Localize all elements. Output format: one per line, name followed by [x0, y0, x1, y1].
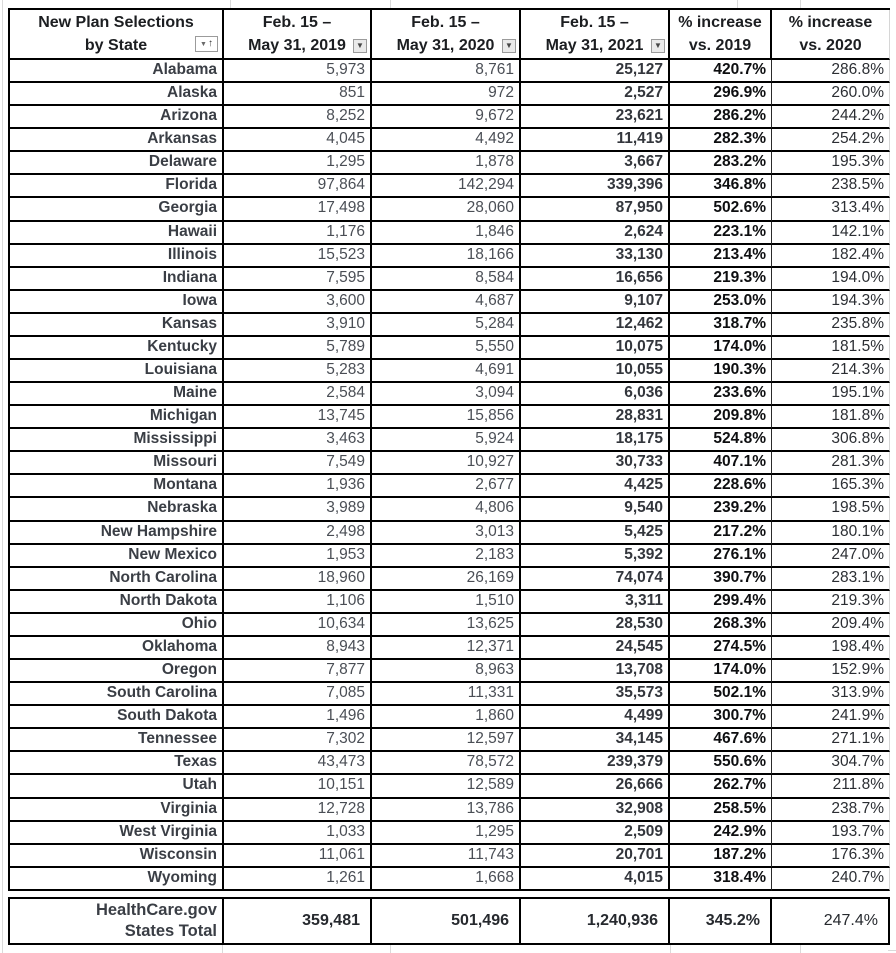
pct-vs-2020-cell: 198.4% — [772, 637, 890, 660]
total-label-cell — [10, 899, 224, 943]
value-2021-cell: 74,074 — [521, 568, 670, 591]
header-2019-line1: Feb. 15 – — [262, 14, 332, 31]
header-pct2019-line1: % increase — [678, 14, 762, 31]
pct-vs-2020-cell: 195.3% — [772, 152, 890, 175]
state-cell: Florida — [10, 175, 224, 198]
value-2021-cell: 32,908 — [521, 799, 670, 822]
value-2021-cell: 2,527 — [521, 83, 670, 106]
pct-vs-2019-cell: 502.1% — [670, 683, 772, 706]
gridline-stub — [737, 0, 738, 8]
value-2021-cell: 30,733 — [521, 452, 670, 475]
value-2021-cell: 18,175 — [521, 429, 670, 452]
value-2019-cell: 17,498 — [224, 198, 372, 221]
value-2019-cell: 43,473 — [224, 752, 372, 775]
header-state-line2: by State — [84, 37, 148, 54]
value-2019-cell: 4,045 — [224, 129, 372, 152]
value-2021-cell: 9,107 — [521, 291, 670, 314]
value-2021-cell: 24,545 — [521, 637, 670, 660]
state-cell: West Virginia — [10, 822, 224, 845]
value-2020-cell: 18,166 — [372, 245, 521, 268]
value-2019-cell: 7,549 — [224, 452, 372, 475]
value-2019-cell: 7,302 — [224, 729, 372, 752]
pct-vs-2020-cell: 198.5% — [772, 498, 890, 521]
header-pct2020-line1: % increase — [788, 14, 873, 31]
value-2019-cell: 3,989 — [224, 498, 372, 521]
state-cell: Nebraska — [10, 498, 224, 521]
value-2019-cell: 10,151 — [224, 775, 372, 798]
pct-vs-2019-cell: 467.6% — [670, 729, 772, 752]
value-2020-cell: 142,294 — [372, 175, 521, 198]
pct-vs-2019-cell: 502.6% — [670, 198, 772, 221]
value-2020-cell: 1,510 — [372, 591, 521, 614]
state-cell: New Hampshire — [10, 522, 224, 545]
filter-2019-button[interactable] — [353, 39, 367, 53]
value-2021-cell: 13,708 — [521, 660, 670, 683]
value-2020-cell: 8,584 — [372, 268, 521, 291]
pct-vs-2019-cell: 296.9% — [670, 83, 772, 106]
value-2021-cell: 9,540 — [521, 498, 670, 521]
value-2020-cell: 1,295 — [372, 822, 521, 845]
header-pct-increase-2020 — [772, 10, 890, 60]
pct-vs-2019-cell: 233.6% — [670, 383, 772, 406]
header-state-line1: New Plan Selections — [38, 14, 194, 31]
pct-vs-2019-cell: 258.5% — [670, 799, 772, 822]
pct-vs-2019-cell: 174.0% — [670, 660, 772, 683]
pct-vs-2019-cell: 268.3% — [670, 614, 772, 637]
gridline-stub — [230, 0, 231, 8]
pct-vs-2019-cell: 213.4% — [670, 245, 772, 268]
state-cell: Kansas — [10, 314, 224, 337]
pct-vs-2020-cell: 247.0% — [772, 545, 890, 568]
value-2020-cell: 11,743 — [372, 845, 521, 868]
gridline-stub — [800, 0, 801, 8]
value-2021-cell: 339,396 — [521, 175, 670, 198]
state-cell: Texas — [10, 752, 224, 775]
sort-ascending-icon: ↑ — [207, 38, 213, 49]
pct-vs-2020-cell: 306.8% — [772, 429, 890, 452]
pct-vs-2020-cell: 182.4% — [772, 245, 890, 268]
state-cell: Kentucky — [10, 337, 224, 360]
value-2021-cell: 2,624 — [521, 222, 670, 245]
state-cell: Georgia — [10, 198, 224, 221]
pct-vs-2019-cell: 282.3% — [670, 129, 772, 152]
pct-vs-2020-cell: 180.1% — [772, 522, 890, 545]
header-pct2020-line2: vs. 2020 — [799, 37, 862, 54]
value-2019-cell: 1,496 — [224, 706, 372, 729]
value-2019-cell: 5,283 — [224, 360, 372, 383]
total-2021-cell: 1,240,936 — [521, 899, 670, 943]
filter-dropdown-icon: ▼ — [654, 41, 662, 50]
pct-vs-2019-cell: 300.7% — [670, 706, 772, 729]
filter-dropdown-icon: ▼ — [505, 41, 513, 50]
value-2020-cell: 3,013 — [372, 522, 521, 545]
pct-vs-2020-cell: 193.7% — [772, 822, 890, 845]
value-2021-cell: 3,667 — [521, 152, 670, 175]
value-2021-cell: 35,573 — [521, 683, 670, 706]
value-2019-cell: 7,877 — [224, 660, 372, 683]
state-cell: Montana — [10, 475, 224, 498]
value-2019-cell: 3,600 — [224, 291, 372, 314]
pct-vs-2020-cell: 260.0% — [772, 83, 890, 106]
value-2020-cell: 972 — [372, 83, 521, 106]
pct-vs-2019-cell: 190.3% — [670, 360, 772, 383]
total-pct2019-cell: 345.2% — [670, 899, 772, 943]
state-cell: Ohio — [10, 614, 224, 637]
pct-vs-2020-cell: 313.4% — [772, 198, 890, 221]
pct-vs-2020-cell: 244.2% — [772, 106, 890, 129]
value-2021-cell: 2,509 — [521, 822, 670, 845]
value-2021-cell: 5,425 — [521, 522, 670, 545]
value-2019-cell: 7,595 — [224, 268, 372, 291]
gridline-stub — [670, 945, 671, 953]
value-2020-cell: 13,786 — [372, 799, 521, 822]
state-cell: North Dakota — [10, 591, 224, 614]
value-2020-cell: 28,060 — [372, 198, 521, 221]
total-2019-cell: 359,481 — [224, 899, 372, 943]
value-2021-cell: 87,950 — [521, 198, 670, 221]
state-cell: South Dakota — [10, 706, 224, 729]
value-2021-cell: 3,311 — [521, 591, 670, 614]
gridline-stub — [2, 0, 3, 953]
pct-vs-2020-cell: 211.8% — [772, 775, 890, 798]
pct-vs-2019-cell: 407.1% — [670, 452, 772, 475]
value-2019-cell: 1,261 — [224, 868, 372, 891]
state-cell: Wyoming — [10, 868, 224, 891]
value-2019-cell: 1,033 — [224, 822, 372, 845]
value-2021-cell: 4,425 — [521, 475, 670, 498]
total-pct2020-cell: 247.4% — [823, 912, 878, 929]
value-2021-cell: 20,701 — [521, 845, 670, 868]
pct-vs-2019-cell: 228.6% — [670, 475, 772, 498]
state-cell: Illinois — [10, 245, 224, 268]
filter-dropdown-icon: ▼ — [356, 41, 364, 50]
header-2021-line2: May 31, 2021 — [545, 37, 644, 54]
state-cell: Michigan — [10, 406, 224, 429]
pct-vs-2020-cell: 181.5% — [772, 337, 890, 360]
pct-vs-2019-cell: 550.6% — [670, 752, 772, 775]
value-2019-cell: 5,973 — [224, 60, 372, 83]
value-2021-cell: 239,379 — [521, 752, 670, 775]
pct-vs-2020-cell: 219.3% — [772, 591, 890, 614]
state-cell: South Carolina — [10, 683, 224, 706]
value-2021-cell: 25,127 — [521, 60, 670, 83]
state-cell: Alaska — [10, 83, 224, 106]
value-2019-cell: 8,252 — [224, 106, 372, 129]
value-2020-cell: 4,687 — [372, 291, 521, 314]
value-2021-cell: 23,621 — [521, 106, 670, 129]
total-label-line1: HealthCare.gov — [95, 901, 217, 919]
gridline-stub — [222, 945, 223, 953]
pct-vs-2020-cell: 238.7% — [772, 799, 890, 822]
value-2019-cell: 5,789 — [224, 337, 372, 360]
value-2021-cell: 12,462 — [521, 314, 670, 337]
pct-vs-2020-cell: 195.1% — [772, 383, 890, 406]
value-2019-cell: 1,953 — [224, 545, 372, 568]
value-2019-cell: 851 — [224, 83, 372, 106]
value-2021-cell: 10,055 — [521, 360, 670, 383]
pct-vs-2020-cell: 194.0% — [772, 268, 890, 291]
value-2020-cell: 8,963 — [372, 660, 521, 683]
gridline-stub — [390, 945, 391, 953]
state-cell: Missouri — [10, 452, 224, 475]
value-2021-cell: 4,015 — [521, 868, 670, 891]
header-period-2020 — [372, 10, 521, 60]
value-2020-cell: 78,572 — [372, 752, 521, 775]
pct-vs-2020-cell: 214.3% — [772, 360, 890, 383]
pct-vs-2019-cell: 174.0% — [670, 337, 772, 360]
header-2021-line1: Feb. 15 – — [560, 14, 629, 31]
value-2020-cell: 5,924 — [372, 429, 521, 452]
pct-vs-2020-cell: 209.4% — [772, 614, 890, 637]
value-2019-cell: 1,295 — [224, 152, 372, 175]
state-cell: Hawaii — [10, 222, 224, 245]
value-2020-cell: 9,672 — [372, 106, 521, 129]
pct-vs-2020-cell: 286.8% — [772, 60, 890, 83]
gridline-stub — [800, 945, 801, 953]
header-2019-line2: May 31, 2019 — [248, 37, 346, 54]
total-2020-cell: 501,496 — [372, 899, 521, 943]
value-2020-cell: 12,597 — [372, 729, 521, 752]
value-2020-cell: 11,331 — [372, 683, 521, 706]
pct-vs-2019-cell: 223.1% — [670, 222, 772, 245]
total-label-line2: States Total — [124, 922, 217, 940]
state-cell: Maine — [10, 383, 224, 406]
value-2021-cell: 6,036 — [521, 383, 670, 406]
state-cell: New Mexico — [10, 545, 224, 568]
pct-vs-2020-cell: 238.5% — [772, 175, 890, 198]
pct-vs-2020-cell: 142.1% — [772, 222, 890, 245]
state-cell: Delaware — [10, 152, 224, 175]
header-period-2019 — [224, 10, 372, 60]
value-2020-cell: 4,806 — [372, 498, 521, 521]
value-2020-cell: 12,589 — [372, 775, 521, 798]
pct-vs-2019-cell: 524.8% — [670, 429, 772, 452]
filter-dropdown-icon: ▼ — [200, 40, 207, 48]
state-cell: Indiana — [10, 268, 224, 291]
value-2019-cell: 3,910 — [224, 314, 372, 337]
pct-vs-2019-cell: 420.7% — [670, 60, 772, 83]
header-2020-line2: May 31, 2020 — [396, 37, 495, 54]
pct-vs-2019-cell: 239.2% — [670, 498, 772, 521]
value-2021-cell: 33,130 — [521, 245, 670, 268]
header-pct-increase-2019 — [670, 10, 772, 60]
value-2019-cell: 10,634 — [224, 614, 372, 637]
pct-vs-2019-cell: 274.5% — [670, 637, 772, 660]
pct-vs-2019-cell: 283.2% — [670, 152, 772, 175]
value-2020-cell: 5,550 — [372, 337, 521, 360]
value-2019-cell: 1,936 — [224, 475, 372, 498]
pct-vs-2019-cell: 318.7% — [670, 314, 772, 337]
value-2019-cell: 97,864 — [224, 175, 372, 198]
pct-vs-2020-cell: 271.1% — [772, 729, 890, 752]
value-2021-cell: 4,499 — [521, 706, 670, 729]
pct-vs-2020-cell: 165.3% — [772, 475, 890, 498]
pct-vs-2019-cell: 253.0% — [670, 291, 772, 314]
state-cell: North Carolina — [10, 568, 224, 591]
new-plan-selections-table — [8, 8, 890, 891]
pct-vs-2020-cell: 181.8% — [772, 406, 890, 429]
value-2020-cell: 1,860 — [372, 706, 521, 729]
value-2019-cell: 18,960 — [224, 568, 372, 591]
pct-vs-2019-cell: 217.2% — [670, 522, 772, 545]
value-2020-cell: 4,691 — [372, 360, 521, 383]
value-2021-cell: 11,419 — [521, 129, 670, 152]
value-2021-cell: 34,145 — [521, 729, 670, 752]
pct-vs-2020-cell: 281.3% — [772, 452, 890, 475]
pct-vs-2019-cell: 187.2% — [670, 845, 772, 868]
header-state-column — [10, 10, 224, 60]
header-pct2019-line2: vs. 2019 — [688, 37, 752, 54]
state-cell: Iowa — [10, 291, 224, 314]
state-cell: Louisiana — [10, 360, 224, 383]
gridline-stub — [390, 0, 391, 8]
state-cell: Tennessee — [10, 729, 224, 752]
filter-2020-button[interactable] — [502, 39, 516, 53]
pct-vs-2020-cell: 194.3% — [772, 291, 890, 314]
header-2020-line1: Feb. 15 – — [411, 14, 480, 31]
value-2019-cell: 15,523 — [224, 245, 372, 268]
header-period-2021 — [521, 10, 670, 60]
pct-vs-2020-cell: 235.8% — [772, 314, 890, 337]
value-2019-cell: 3,463 — [224, 429, 372, 452]
state-cell: Alabama — [10, 60, 224, 83]
state-cell: Oregon — [10, 660, 224, 683]
states-total-row — [8, 897, 890, 945]
value-2019-cell: 2,584 — [224, 383, 372, 406]
value-2020-cell: 15,856 — [372, 406, 521, 429]
pct-vs-2020-cell: 176.3% — [772, 845, 890, 868]
value-2020-cell: 2,183 — [372, 545, 521, 568]
value-2021-cell: 26,666 — [521, 775, 670, 798]
value-2019-cell: 13,745 — [224, 406, 372, 429]
value-2021-cell: 28,831 — [521, 406, 670, 429]
pct-vs-2019-cell: 390.7% — [670, 568, 772, 591]
state-cell: Virginia — [10, 799, 224, 822]
value-2020-cell: 8,761 — [372, 60, 521, 83]
value-2020-cell: 1,878 — [372, 152, 521, 175]
state-cell: Oklahoma — [10, 637, 224, 660]
state-cell: Utah — [10, 775, 224, 798]
value-2020-cell: 5,284 — [372, 314, 521, 337]
pct-vs-2020-cell: 241.9% — [772, 706, 890, 729]
value-2021-cell: 5,392 — [521, 545, 670, 568]
pct-vs-2020-cell: 283.1% — [772, 568, 890, 591]
value-2019-cell: 1,106 — [224, 591, 372, 614]
value-2020-cell: 1,668 — [372, 868, 521, 891]
state-cell: Mississippi — [10, 429, 224, 452]
state-cell: Arizona — [10, 106, 224, 129]
value-2020-cell: 10,927 — [372, 452, 521, 475]
value-2019-cell: 8,943 — [224, 637, 372, 660]
filter-2021-button[interactable] — [651, 39, 665, 53]
pct-vs-2019-cell: 219.3% — [670, 268, 772, 291]
pct-vs-2019-cell: 346.8% — [670, 175, 772, 198]
state-cell: Arkansas — [10, 129, 224, 152]
value-2019-cell: 12,728 — [224, 799, 372, 822]
value-2021-cell: 28,530 — [521, 614, 670, 637]
pct-vs-2019-cell: 262.7% — [670, 775, 772, 798]
value-2020-cell: 1,846 — [372, 222, 521, 245]
gridline-stub — [888, 950, 896, 951]
pct-vs-2019-cell: 318.4% — [670, 868, 772, 891]
value-2020-cell: 12,371 — [372, 637, 521, 660]
pct-vs-2019-cell: 209.8% — [670, 406, 772, 429]
value-2020-cell: 13,625 — [372, 614, 521, 637]
value-2020-cell: 4,492 — [372, 129, 521, 152]
value-2020-cell: 3,094 — [372, 383, 521, 406]
pct-vs-2020-cell: 240.7% — [772, 868, 890, 891]
value-2019-cell: 7,085 — [224, 683, 372, 706]
pct-vs-2020-cell: 254.2% — [772, 129, 890, 152]
value-2019-cell: 11,061 — [224, 845, 372, 868]
value-2020-cell: 2,677 — [372, 475, 521, 498]
pct-vs-2020-cell: 152.9% — [772, 660, 890, 683]
pct-vs-2019-cell: 242.9% — [670, 822, 772, 845]
pct-vs-2020-cell: 313.9% — [772, 683, 890, 706]
value-2019-cell: 1,176 — [224, 222, 372, 245]
pct-vs-2019-cell: 276.1% — [670, 545, 772, 568]
pct-vs-2019-cell: 286.2% — [670, 106, 772, 129]
value-2020-cell: 26,169 — [372, 568, 521, 591]
value-2021-cell: 16,656 — [521, 268, 670, 291]
value-2019-cell: 2,498 — [224, 522, 372, 545]
pct-vs-2020-cell: 304.7% — [772, 752, 890, 775]
state-sort-filter-button[interactable] — [195, 36, 218, 52]
value-2021-cell: 10,075 — [521, 337, 670, 360]
pct-vs-2019-cell: 299.4% — [670, 591, 772, 614]
state-cell: Wisconsin — [10, 845, 224, 868]
